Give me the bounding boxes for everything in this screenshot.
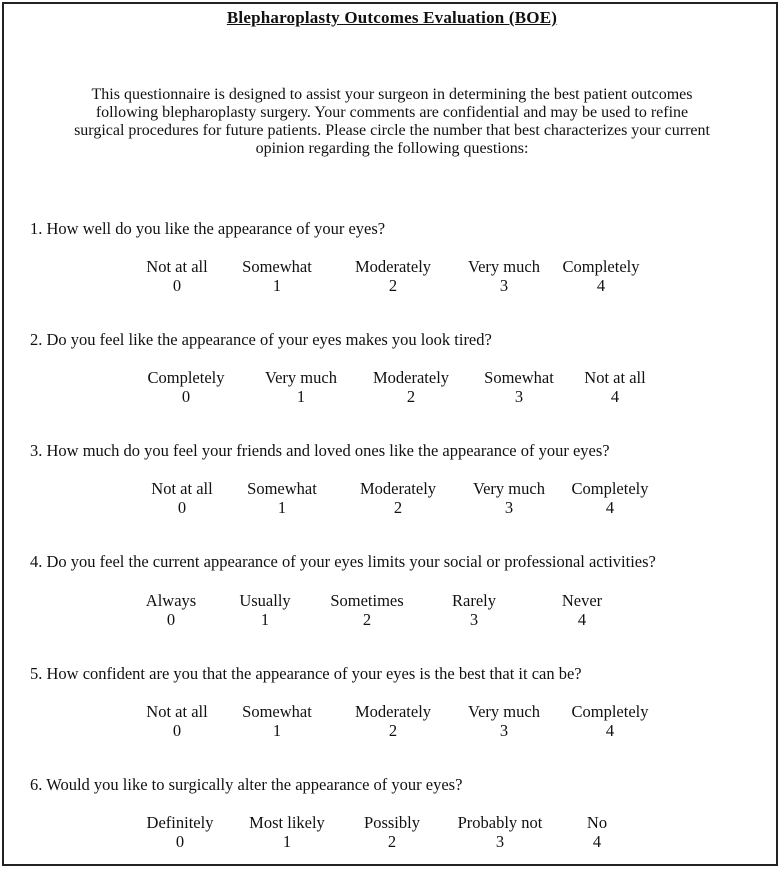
option-value: 0	[166, 610, 176, 629]
option-label: Very much	[468, 702, 540, 721]
option-value: 4	[605, 721, 615, 740]
option-value: 0	[172, 721, 182, 740]
option-value: 4	[577, 610, 587, 629]
option-label: Always	[145, 591, 197, 610]
question-1-option-4[interactable]	[563, 257, 640, 295]
option-label: Not at all	[584, 368, 646, 387]
option-value: 3	[499, 276, 509, 295]
option-value: 3	[499, 721, 509, 740]
option-value: 2	[388, 721, 398, 740]
question-1-option-0[interactable]	[146, 257, 207, 295]
question-6-option-0[interactable]	[147, 813, 214, 851]
question-1-option-1[interactable]	[242, 257, 312, 295]
option-label: Moderately	[372, 368, 450, 387]
option-value: 2	[393, 498, 403, 517]
question-1-option-2[interactable]	[355, 257, 431, 295]
option-value: 1	[277, 498, 287, 517]
option-value: 1	[260, 610, 270, 629]
option-label: Somewhat	[242, 257, 312, 276]
question-3-option-3[interactable]	[473, 479, 545, 517]
option-label: Very much	[468, 257, 540, 276]
intro-line: following blepharoplasty surgery. Your comments are confidential and may be used to refine	[95, 104, 689, 121]
option-value: 3	[495, 832, 505, 851]
option-value: 1	[296, 387, 306, 406]
question-3-option-1[interactable]	[247, 479, 317, 517]
option-value: 2	[388, 276, 398, 295]
option-label: Somewhat	[484, 368, 554, 387]
option-value: 0	[172, 276, 182, 295]
option-value: 1	[282, 832, 292, 851]
option-label: Very much	[473, 479, 545, 498]
question-3-option-2[interactable]	[360, 479, 436, 517]
option-label: Sometimes	[330, 591, 404, 610]
question-2-option-3[interactable]	[484, 368, 554, 406]
option-value: 0	[181, 387, 191, 406]
option-label: Probably not	[457, 813, 543, 832]
option-value: 3	[469, 610, 479, 629]
question-2-text: 2. Do you feel like the appearance of your eyes makes you look tired?	[30, 330, 492, 349]
question-3-option-0[interactable]	[151, 479, 212, 517]
option-value: 1	[272, 276, 282, 295]
intro-line: surgical procedures for future patients. Please circle the number that best characterizes your current	[74, 122, 710, 139]
option-value: 2	[387, 832, 397, 851]
option-value: 4	[605, 498, 615, 517]
question-4-option-2[interactable]	[330, 591, 403, 629]
option-label: Completely	[562, 257, 640, 276]
option-label: Not at all	[146, 702, 208, 721]
option-label: No	[586, 813, 608, 832]
question-6-option-1[interactable]	[249, 813, 325, 851]
option-value: 1	[272, 721, 282, 740]
question-4-option-1[interactable]	[239, 591, 290, 629]
option-label: Rarely	[452, 591, 496, 610]
option-label: Not at all	[146, 257, 208, 276]
option-label: Definitely	[146, 813, 214, 832]
option-value: 4	[592, 832, 602, 851]
question-5-option-4[interactable]	[572, 702, 649, 740]
option-value: 4	[610, 387, 620, 406]
question-3-option-4[interactable]	[572, 479, 649, 517]
option-label: Moderately	[354, 702, 432, 721]
option-label: Moderately	[359, 479, 437, 498]
question-5-text: 5. How confident are you that the appearance of your eyes is the best that it can be?	[30, 664, 582, 683]
option-value: 3	[514, 387, 524, 406]
option-label: Never	[561, 591, 603, 610]
option-value: 0	[177, 498, 187, 517]
question-5-option-3[interactable]	[468, 702, 540, 740]
question-4-text: 4. Do you feel the current appearance of your eyes limits your social or professional activities?	[30, 552, 656, 571]
document-title: Blepharoplasty Outcomes Evaluation (BOE)	[226, 8, 558, 27]
question-4-option-0[interactable]	[146, 591, 196, 629]
option-label: Most likely	[249, 813, 325, 832]
question-3-text: 3. How much do you feel your friends and loved ones like the appearance of your eyes?	[30, 441, 610, 460]
option-value: 2	[406, 387, 416, 406]
question-4-option-3[interactable]	[452, 591, 496, 629]
option-value: 2	[362, 610, 372, 629]
intro-paragraph	[22, 86, 762, 158]
option-label: Somewhat	[242, 702, 312, 721]
option-label: Not at all	[151, 479, 213, 498]
question-5-option-1[interactable]	[242, 702, 312, 740]
option-label: Completely	[571, 479, 649, 498]
question-1-text: 1. How well do you like the appearance of your eyes?	[30, 219, 386, 238]
question-6-option-2[interactable]	[364, 813, 420, 851]
question-2-option-2[interactable]	[373, 368, 449, 406]
question-4-option-4[interactable]	[562, 591, 602, 629]
intro-line: This questionnaire is designed to assist your surgeon in determining the best patient outcomes	[91, 86, 693, 103]
question-2-option-0[interactable]	[148, 368, 225, 406]
intro-line: opinion regarding the following questions:	[255, 140, 529, 157]
question-6-option-3[interactable]	[458, 813, 543, 851]
question-6-option-4[interactable]	[587, 813, 607, 851]
option-label: Very much	[265, 368, 337, 387]
question-6-text: 6. Would you like to surgically alter the appearance of your eyes?	[30, 775, 463, 794]
option-label: Somewhat	[247, 479, 317, 498]
option-label: Completely	[147, 368, 225, 387]
option-label: Usually	[239, 591, 291, 610]
option-value: 3	[504, 498, 514, 517]
option-value: 0	[175, 832, 185, 851]
option-value: 4	[596, 276, 606, 295]
question-2-option-4[interactable]	[584, 368, 645, 406]
question-5-option-0[interactable]	[146, 702, 207, 740]
option-label: Possibly	[364, 813, 420, 832]
question-5-option-2[interactable]	[355, 702, 431, 740]
question-1-option-3[interactable]	[468, 257, 540, 295]
question-2-option-1[interactable]	[265, 368, 337, 406]
option-label: Moderately	[354, 257, 432, 276]
option-label: Completely	[571, 702, 649, 721]
